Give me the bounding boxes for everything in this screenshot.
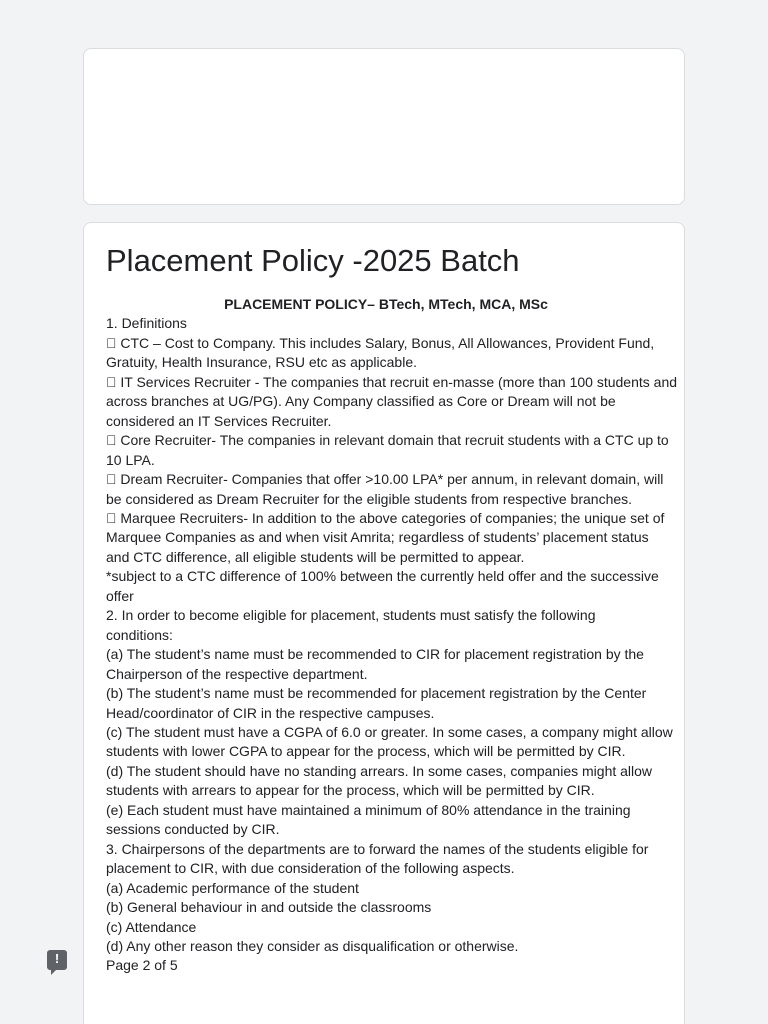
policy-line: (c) Attendance [106,918,197,935]
policy-line: (b) General behaviour in and outside the classrooms [106,899,432,916]
policy-subtitle: PLACEMENT POLICY– BTech, MTech, MCA, MSc [224,296,548,312]
policy-line: students with arrears to appear for the process, which will be permitted by CIR. [106,782,595,799]
policy-line: (a) Academic performance of the student [106,879,359,896]
policy-line: Dream Recruiter- Companies that offer >10.00 LPA* per annum, in relevant domain, will [106,471,650,488]
policy-line: Core Recruiter- The companies in relevant domain that recruit students with a CTC up to [106,432,655,449]
feedback-icon[interactable] [47,950,67,970]
policy-line: considered an IT Services Recruiter. [106,412,332,429]
policy-line: be considered as Dream Recruiter for the eligible students from respective branches. [106,490,633,507]
policy-line: 10 LPA. [106,451,155,468]
policy-line: (c) The student must have a CGPA of 6.0 or greater. In some cases, a company might allow [106,723,673,740]
policy-line: Marquee Recruiters- In addition to the above categories of companies; the unique set of [106,509,650,526]
policy-line: (d) The student should have no standing arrears. In some cases, companies might allow [106,762,653,779]
policy-line: Marquee Companies as and when visit Amrita; regardless of students’ placement status [106,529,649,546]
policy-line: and CTC difference, all eligible students will be permitted to appear. [106,548,525,565]
policy-line: (e) Each student must have maintained a minimum of 80% attendance in the training [106,801,631,818]
form-description [106,295,673,976]
policy-line: CTC – Cost to Company. This includes Salary, Bonus, All Allowances, Provident Fund, [106,334,640,351]
policy-text [106,314,673,975]
policy-line: 2. In order to become eligible for placement, students must satisfy the following [106,607,596,624]
form-header-card [83,48,685,205]
policy-line: sessions conducted by CIR. [106,821,280,838]
policy-line: offer [106,587,134,604]
form-description-card [83,222,685,1024]
policy-line: 1. Definitions [106,315,187,332]
policy-line: (d) Any other reason they consider as disqualification or otherwise. [106,937,519,954]
policy-line: placement to CIR, with due consideration of the following aspects. [106,860,515,877]
policy-line: 3. Chairpersons of the departments are to forward the names of the students eligible for [106,840,649,857]
policy-line: Gratuity, Health Insurance, RSU etc as applicable. [106,354,418,371]
policy-line: across branches at UG/PG). Any Company classified as Core or Dream will not be [106,393,616,410]
policy-line: *subject to a CTC difference of 100% between the currently held offer and the successive [106,568,659,585]
policy-line: conditions: [106,626,173,643]
policy-line: IT Services Recruiter - The companies that recruit en-masse (more than 100 students and [106,373,663,390]
policy-line: (a) The student’s name must be recommended to CIR for placement registration by the [106,646,644,663]
policy-line: (b) The student’s name must be recommended for placement registration by the Center [106,685,647,702]
policy-line: students with lower CGPA to appear for the process, which will be permitted by CIR. [106,743,626,760]
policy-line: Page 2 of 5 [106,957,178,974]
policy-line: Chairperson of the respective department. [106,665,368,682]
policy-line: Head/coordinator of CIR in the respective campuses. [106,704,435,721]
form-title: Placement Policy -2025 Batch [106,243,520,278]
feedback-icon-glyph: ! [54,951,60,966]
